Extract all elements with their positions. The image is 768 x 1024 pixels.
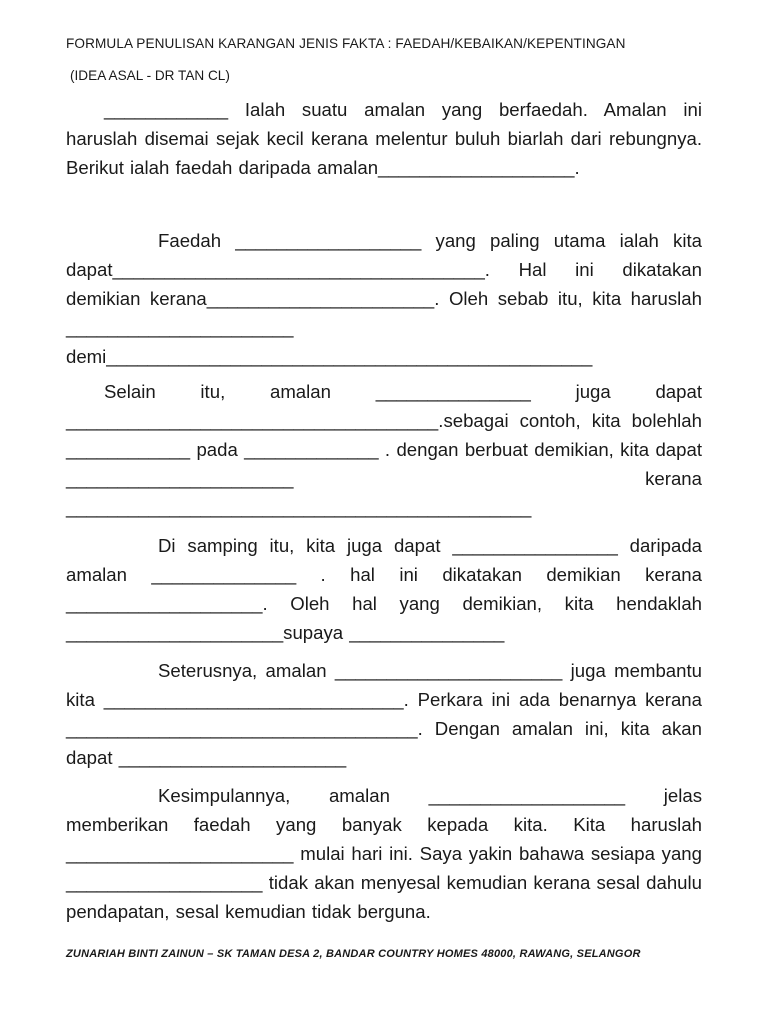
worksheet-credit: (IDEA ASAL - DR TAN CL) <box>70 68 230 83</box>
paragraph-faedah-2: Selain itu, amalan _______________ juga dapat ____________________________________.sebagai contoh, kita bolehlah ____________ pada _____________ . dengan berbuat demikian, kita dapat ______________________ kerana _____________________________________________ <box>66 381 702 518</box>
worksheet-title: FORMULA PENULISAN KARANGAN JENIS FAKTA : FAEDAH/KEBAIKAN/KEPENTINGAN <box>66 36 626 51</box>
paragraph-faedah-3: Di samping itu, kita juga dapat ________________ daripada amalan ______________ . hal ini dikatakan demikian kerana ___________________. Oleh hal yang demikian, kita hendaklah _____________________supaya _______________ <box>66 535 702 643</box>
paragraph-intro: ____________ Ialah suatu amalan yang berfaedah. Amalan ini haruslah disemai sejak kecil kerana melentur buluh biarlah dari rebungnya. Berikut ialah faedah daripada amalan___________________. <box>66 99 702 178</box>
author-footer: ZUNARIAH BINTI ZAINUN – SK TAMAN DESA 2, BANDAR COUNTRY HOMES 48000, RAWANG, SELANGOR <box>66 948 641 960</box>
paragraph-conclusion: Kesimpulannya, amalan ___________________ jelas memberikan faedah yang banyak kepada kita. Kita haruslah ______________________ mulai hari ini. Saya yakin bahawa sesiapa yang ___________________ tidak akan menyesal kemudian kerana sesal dahulu pendapatan, sesal kemudian tidak berguna. <box>66 785 702 922</box>
paragraph-faedah-4: Seterusnya, amalan ______________________ juga membantu kita _____________________________. Perkara ini ada benarnya kerana __________________________________. Dengan amalan ini, kita akan dapat ______________________ <box>66 660 702 768</box>
paragraph-faedah-1: Faedah __________________ yang paling utama ialah kita dapat____________________________________. Hal ini dikatakan demikian kerana______________________. Oleh sebab itu, kita haruslah ______________________ demi_______________________________________________ <box>66 230 702 367</box>
